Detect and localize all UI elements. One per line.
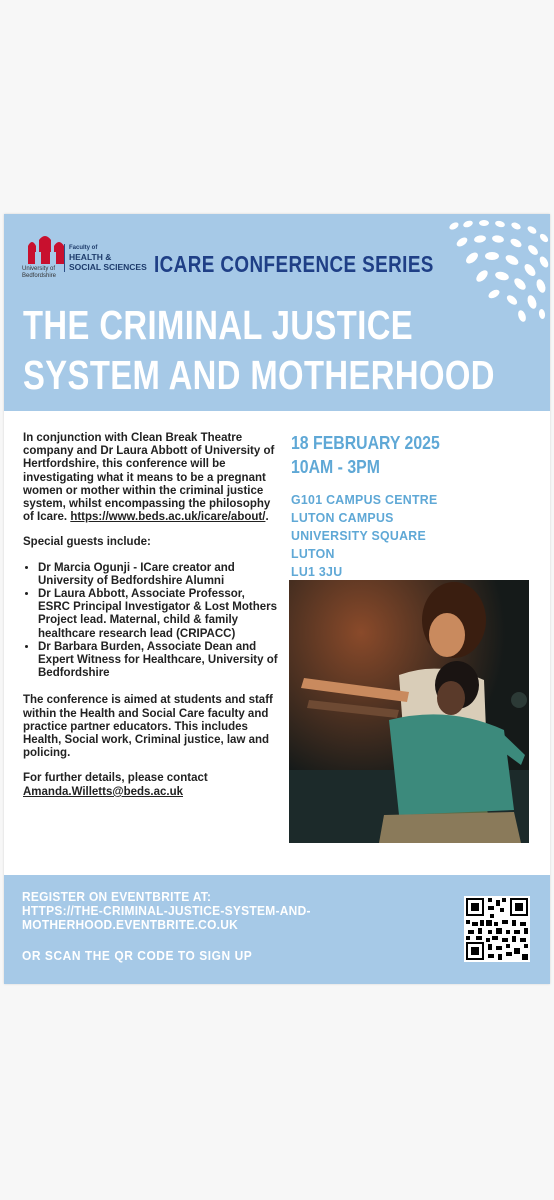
- venue-line: UNIVERSITY SQUARE: [291, 528, 427, 543]
- theatre-performance-photo: [289, 580, 529, 843]
- event-title-line2: SYSTEM AND MOTHERHOOD: [23, 352, 495, 398]
- guests-heading: Special guests include:: [23, 536, 151, 549]
- venue-line: LUTON: [291, 546, 335, 561]
- faculty-line2: SOCIAL SCIENCES: [69, 262, 147, 272]
- university-name: [22, 266, 70, 280]
- guest-item: • Dr Marcia Ogunji - ICare creator and University of Bedfordshire Alumni: [38, 562, 278, 588]
- intro-text: In conjunction with Clean Break Theatre company and Dr Laura Abbott of University of Hertfordshire, this conference will be investigating what it means to be a pregnant women or mother within the criminal justice system, whilst encompassing the philosophy of Icare.: [23, 432, 275, 524]
- venue-line: LU1 3JU: [291, 564, 343, 579]
- university-crest-icon: [26, 234, 66, 264]
- university-name-line2: Bedfordshire: [22, 273, 57, 279]
- venue-line: G101 CAMPUS CENTRE: [291, 492, 438, 507]
- event-poster: [4, 214, 550, 984]
- event-details: [291, 431, 541, 581]
- event-time: 10AM - 3PM: [291, 457, 380, 477]
- qr-code-icon[interactable]: [464, 896, 530, 962]
- register-info: [22, 890, 316, 932]
- guest-list: [23, 562, 278, 681]
- series-title: ICARE CONFERENCE SERIES: [154, 251, 434, 277]
- event-title: [23, 300, 495, 400]
- event-date: 18 FEBRUARY 2025: [291, 433, 440, 453]
- faculty-line1: HEALTH &: [69, 252, 112, 262]
- aim-paragraph: The conference is aimed at students and staff within the Health and Social Care faculty and practice partner educators. This includes Health, Social work, Criminal justice, law and policing.: [23, 694, 273, 760]
- faculty-prefix: Faculty of: [69, 245, 98, 251]
- scan-qr-text: OR SCAN THE QR CODE TO SIGN UP: [22, 948, 253, 963]
- register-url-line2[interactable]: MOTHERHOOD.EVENTBRITE.CO.UK: [22, 917, 239, 932]
- register-label: REGISTER ON EVENTBRITE AT:: [22, 889, 212, 904]
- register-url-line1[interactable]: HTTPS://THE-CRIMINAL-JUSTICE-SYSTEM-AND-: [22, 903, 311, 918]
- contact-text: For further details, please contact: [23, 772, 208, 785]
- poster-header: [4, 214, 550, 411]
- registration-footer: [4, 875, 550, 984]
- university-name-line1: University of: [22, 266, 56, 272]
- venue-line: LUTON CAMPUS: [291, 510, 394, 525]
- contact-paragraph: [23, 772, 278, 798]
- faculty-label: [64, 244, 147, 272]
- event-title-line1: THE CRIMINAL JUSTICE: [23, 302, 414, 348]
- event-description: [23, 432, 278, 811]
- guest-item: • Dr Laura Abbott, Associate Professor, ESRC Principal Investigator & Lost Mothers Project lead. Maternal, child & family healthcare research lead (CRIPACC): [38, 588, 278, 641]
- contact-email-link[interactable]: Amanda.Willetts@beds.ac.uk: [23, 785, 184, 798]
- icare-about-link[interactable]: https://www.beds.ac.uk/icare/about/: [70, 511, 266, 524]
- intro-paragraph: [23, 432, 278, 524]
- event-venue: [291, 491, 529, 581]
- guest-item: • Dr Barbara Burden, Associate Dean and Expert Witness for Healthcare, University of Bedfordshire: [38, 641, 278, 681]
- intro-end: .: [265, 511, 269, 524]
